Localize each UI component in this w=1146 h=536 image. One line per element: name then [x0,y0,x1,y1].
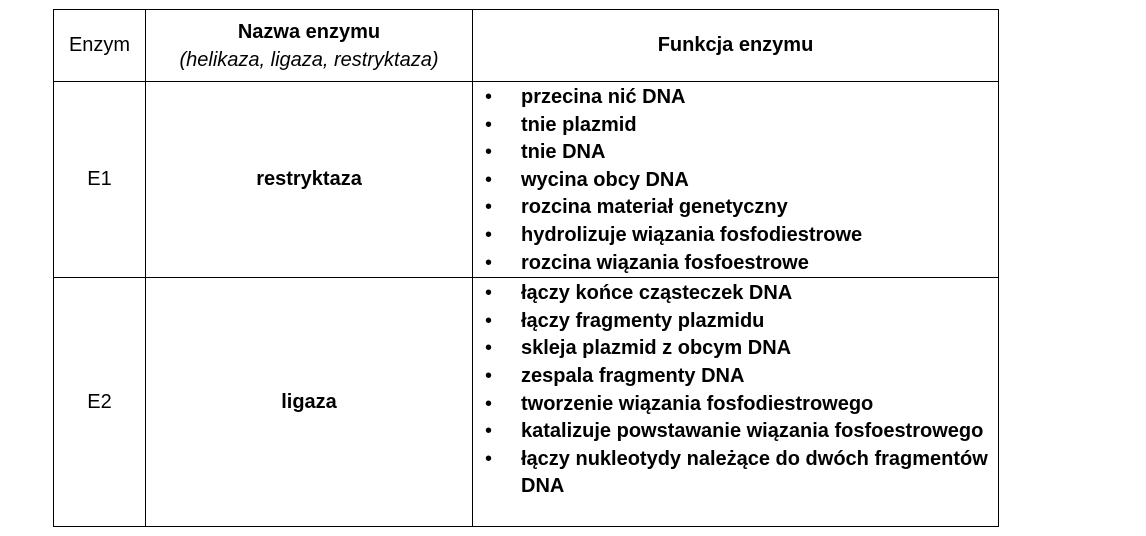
header-enzyme: Enzym [54,10,146,82]
function-item [473,308,998,336]
enzyme-name: ligaza [146,278,473,527]
header-enzyme-function: Funkcja enzymu [473,10,999,82]
bullet-icon: • [485,86,493,108]
bullet-icon: • [485,337,493,360]
bullet-icon: • [485,364,493,387]
function-list [473,278,998,501]
function-item [473,84,998,112]
function-text: rozcina materiał genetyczny [521,196,788,219]
function-item [473,418,998,446]
header-name-options: (helikaza, ligaza, restryktaza) [179,48,439,71]
header-enzyme-name [146,10,473,82]
function-item [473,112,998,140]
enzyme-code: E2 [54,278,146,527]
function-text: łączy nukleotydy należące do dwóch fragmentów DNA [521,447,988,498]
function-text: łączy fragmenty plazmidu [521,309,765,332]
function-text: hydrolizuje wiązania fosfodiestrowe [521,223,863,246]
function-text: łączy końce cząsteczek DNA [521,282,793,305]
function-item [473,167,998,195]
bullet-icon: • [485,141,493,164]
function-item [473,391,998,419]
function-text: katalizuje powstawanie wiązania fosfoestrowego [521,420,984,443]
bullet-icon: • [485,447,493,470]
function-item [473,139,998,167]
enzyme-name: restryktaza [146,82,473,278]
enzyme-functions-cell [473,278,999,527]
table-row [54,278,999,527]
header-name-title: Nazwa enzymu [237,20,381,43]
enzyme-functions-cell [473,82,999,278]
function-text: tnie plazmid [521,113,637,136]
bullet-icon: • [485,309,493,332]
function-item [473,363,998,391]
bullet-icon: • [485,196,493,219]
bullet-icon: • [485,113,493,136]
function-item [473,222,998,250]
function-item [473,194,998,222]
bullet-icon: • [485,420,493,443]
table-row [54,82,999,278]
enzyme-code: E1 [54,82,146,278]
bullet-icon: • [485,392,493,415]
function-list [473,82,998,277]
enzyme-table [53,9,999,527]
function-item [473,250,998,278]
function-text: wycina obcy DNA [521,168,689,191]
function-text: rozcina wiązania fosfoestrowe [521,251,809,274]
bullet-icon: • [485,251,493,274]
function-text: tnie DNA [521,141,606,164]
function-text: skleja plazmid z obcym DNA [521,337,792,360]
function-text: tworzenie wiązania fosfodiestrowego [521,392,874,415]
bullet-icon: • [485,223,493,246]
function-item [473,280,998,308]
function-text: zespala fragmenty DNA [521,364,745,387]
function-item [473,335,998,363]
bullet-icon: • [485,282,493,305]
header-row [54,10,999,82]
function-item [473,446,998,501]
bullet-icon: • [485,168,493,191]
function-text: przecina nić DNA [521,86,686,108]
